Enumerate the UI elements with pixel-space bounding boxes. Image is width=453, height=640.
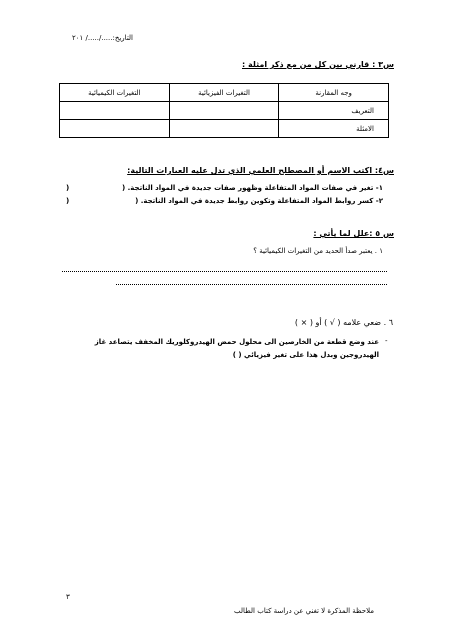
cell-physical-definition[interactable] <box>169 102 279 120</box>
header-physical-changes: التغيرات الفيزيائية <box>169 84 279 102</box>
cell-chemical-examples[interactable] <box>60 120 170 138</box>
question-4-item-2: ٢- كسر روابط المواد المتفاعلة وتكوين روابط جديدة في المواد الناتجة. ( <box>135 197 383 205</box>
question-3-title: س٣ : قارني بين كل من مع ذكر امثلة : <box>242 60 394 69</box>
header-comparison-aspect: وجه المقارنة <box>279 84 389 102</box>
table-header-row <box>60 84 389 102</box>
date-field: التاريخ:...../...../ ٢٠١ <box>72 34 134 42</box>
row-label-examples: الامثلة <box>279 120 389 138</box>
row-label-definition: التعريف <box>279 102 389 120</box>
page-number: ٣ <box>66 593 70 601</box>
answer-blank-close-2[interactable]: ) <box>66 197 70 205</box>
question-4-item-1: ١- تغير في صفات المواد المتفاعلة وظهور صفات جديدة في المواد الناتجة. ( <box>122 184 383 192</box>
cell-chemical-definition[interactable] <box>60 102 170 120</box>
comparison-table <box>59 83 389 138</box>
question-5-title: س ٥ :علل لما يأتي : <box>313 229 394 238</box>
answer-line-2[interactable] <box>116 284 387 285</box>
question-6-item-line-2[interactable]: الهيدروجين وبدل هذا على تغير فيزيائي ( ) <box>232 351 379 359</box>
question-6-item-line-1: عند وضع قطعة من الخارصين الى محلول حمض الهيدروكلوريك المخفف يتصاعد غاز <box>94 338 379 346</box>
question-5-item-1: ١ . يعتبر صدأ الحديد من التغيرات الكيميائية ؟ <box>253 247 383 255</box>
table-row <box>60 102 389 120</box>
question-4-title: س٤: اكتب الاسم أو المصطلح العلمي الذي تدل عليه العبارات التالية: <box>127 166 394 175</box>
header-chemical-changes: التغيرات الكيميائية <box>60 84 170 102</box>
question-6-title: ٦ . ضعي علامه ( √ ) أو ( × ) <box>294 318 393 327</box>
footer-note: ملاحظة المذكرة لا تغني عن دراسة كتاب الطالب <box>234 607 374 615</box>
table-row <box>60 120 389 138</box>
question-6-bullet: - <box>385 337 388 345</box>
answer-line-1[interactable] <box>62 271 387 272</box>
cell-physical-examples[interactable] <box>169 120 279 138</box>
answer-blank-close-1[interactable]: ) <box>66 184 70 192</box>
